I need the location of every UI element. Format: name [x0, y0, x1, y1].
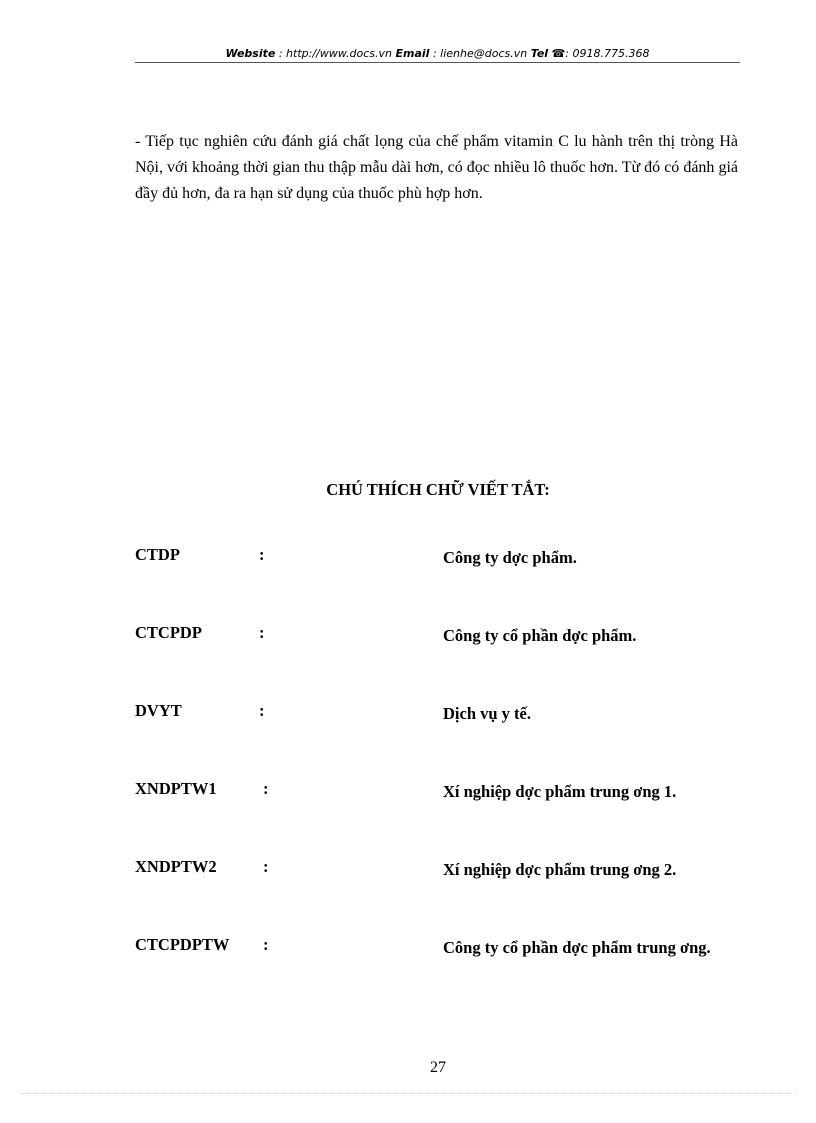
abbreviation-colon: : [263, 779, 269, 798]
abbreviation-colon: : [259, 545, 265, 564]
phone-icon: ☎ [551, 47, 566, 60]
abbreviation-meaning: Công ty cổ phần dợc phẩm trung ơng. [443, 938, 711, 957]
abbreviation-code: XNDPTW1 [135, 779, 217, 798]
abbreviation-meaning: Công ty cổ phần dợc phẩm. [443, 626, 637, 645]
page-header [135, 47, 740, 63]
abbreviation-meaning: Công ty dợc phẩm. [443, 548, 577, 567]
abbreviation-code: CTDP [135, 545, 180, 564]
website-label: Website [225, 47, 276, 60]
tel-value: : 0918.775.368 [565, 47, 650, 60]
email-label: Email [395, 47, 430, 60]
footer-divider [20, 1093, 796, 1094]
abbreviation-meaning: Dịch vụ y tế. [443, 704, 531, 723]
abbreviation-code: CTCPDPTW [135, 935, 230, 954]
abbreviation-colon: : [259, 623, 265, 642]
abbreviation-code: DVYT [135, 701, 182, 720]
abbreviation-code: CTCPDP [135, 623, 202, 642]
body-paragraph: - Tiếp tục nghiên cứu đánh giá chất lọng của chế phẩm vitamin C lu hành trên thị tròng Hà Nội, với khoảng thời gian thu thập mẫu dài hơn, có đọc nhiều lô thuốc hơn. Từ đó có đánh giá đầy đủ hơn, đa ra hạn sử dụng của thuốc phù hợp hơn. [135, 133, 738, 202]
abbreviation-colon: : [259, 701, 265, 720]
abbreviation-colon: : [263, 935, 269, 954]
abbreviation-colon: : [263, 857, 269, 876]
website-value[interactable]: : http://www.docs.vn [278, 47, 393, 60]
abbreviation-meaning: Xí nghiệp dợc phẩm trung ơng 1. [443, 782, 677, 801]
page-number: 27 [430, 1059, 446, 1076]
tel-label: Tel [530, 47, 549, 60]
abbreviations-title: CHÚ THÍCH CHỮ VIẾT TẮT: [326, 480, 550, 499]
email-value[interactable]: : lienhe@docs.vn [432, 47, 528, 60]
abbreviation-meaning: Xí nghiệp dợc phẩm trung ơng 2. [443, 860, 677, 879]
abbreviation-code: XNDPTW2 [135, 857, 217, 876]
